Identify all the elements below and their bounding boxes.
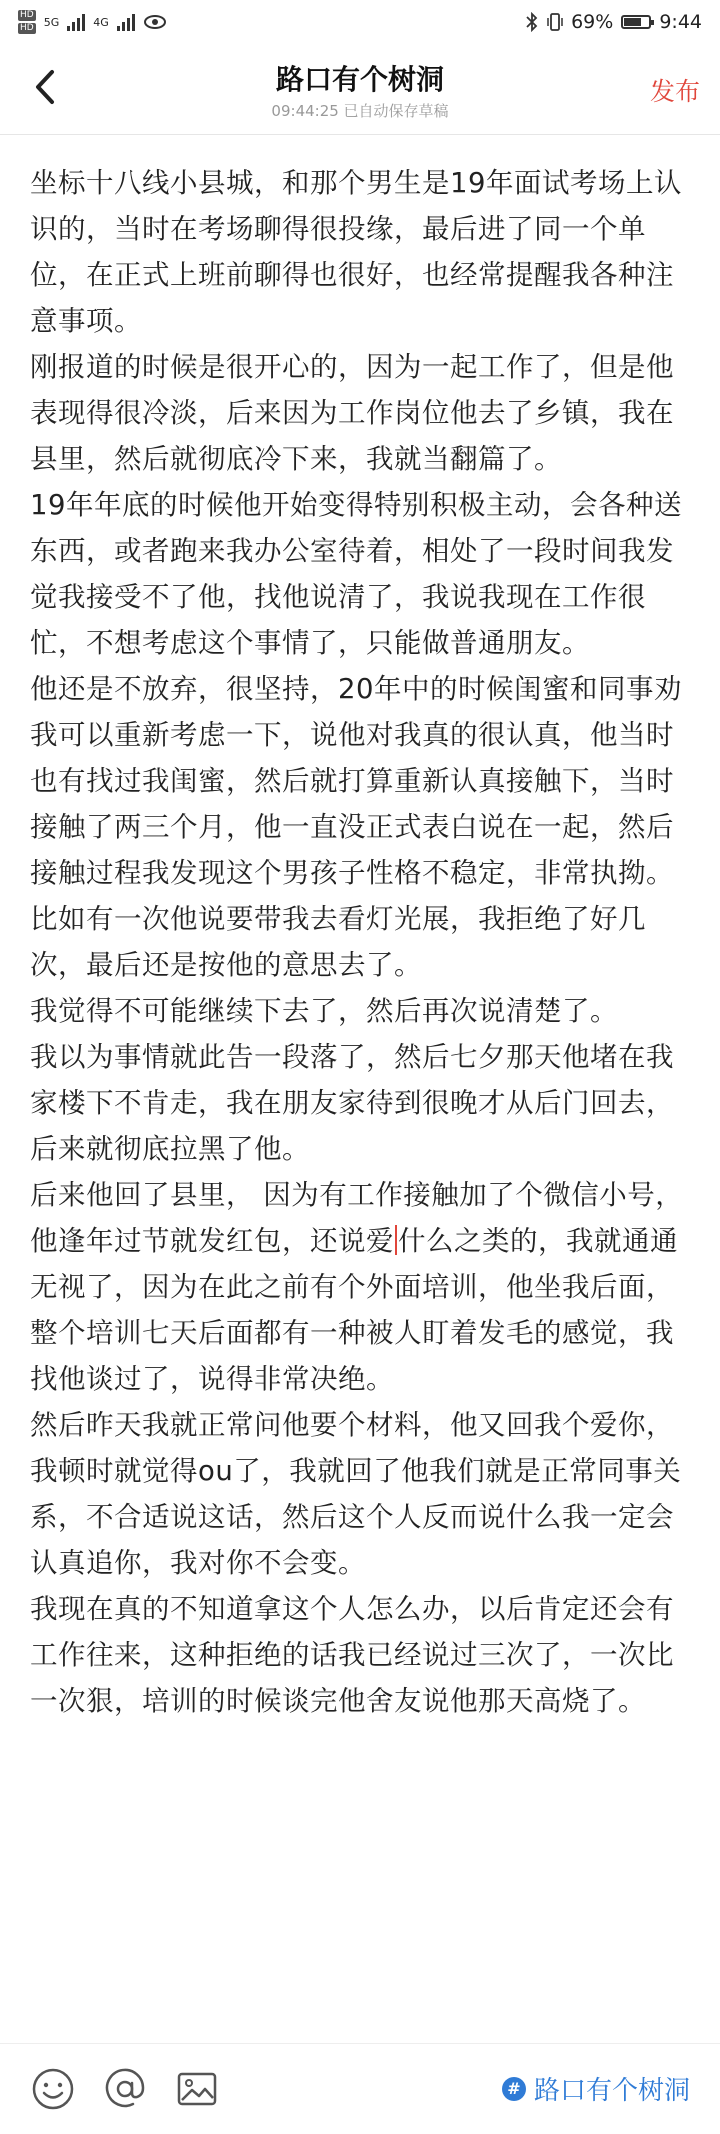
battery-percent: 69% (571, 11, 614, 33)
status-bar (0, 0, 720, 44)
topic-button[interactable] (502, 2070, 690, 2107)
paragraph-7-part-2: 什么之类的，我就通通无视了，因为在此之前有个外面培训，他坐我后面，整个培训七天后面都有一种被人盯着发毛的感觉，我找他谈过了，说得非常决绝。 (30, 1225, 678, 1395)
bluetooth-icon (525, 12, 539, 32)
header-divider (0, 134, 720, 135)
paragraph-9: 我现在真的不知道拿这个人怎么办，以后肯定还会有工作往来，这种拒绝的话我已经说过三次了，一次比一次狠，培训的时候谈完他舍友说他那天高烧了。 (30, 1593, 674, 1717)
signal-icon (67, 13, 85, 31)
paragraph-7-part-1: 后来他回了县里， 因为有工作接触加了个微信小号，他逢年过节就发红包，还说爱 (30, 1179, 684, 1257)
topic-label: 路口有个树洞 (533, 2076, 690, 2106)
image-icon[interactable] (174, 2066, 220, 2112)
sim1-label: HD (20, 10, 34, 20)
paragraph-6: 我以为事情就此告一段落了，然后七夕那天他堵在我家楼下不肯走，我在朋友家待到很晚才从后门回去，后来就彻底拉黑了他。 (30, 1041, 674, 1165)
hashtag-icon: # (502, 2077, 526, 2101)
paragraph-1: 坐标十八线小县城，和那个男生是19年面试考场上认识的，当时在考场聊得很投缘，最后进了同一个单位，在正式上班前聊得也很好，也经常提醒我各种注意事项。 (30, 167, 682, 337)
paragraph-4: 他还是不放弃，很坚持，20年中的时候闺蜜和同事劝我可以重新考虑一下，说他对我真的很认真，他当时也有找过我闺蜜，然后就打算重新认真接触下，当时接触了两三个月，他一直没正式表白说在一起，然后接触过程我发现这个男孩子性格不稳定，非常执拗。比如有一次他说要带我去看灯光展，我拒绝了好几次，最后还是按他的意思去了。 (30, 673, 682, 981)
status-left (18, 10, 167, 34)
text-cursor (395, 1225, 397, 1255)
bottom-toolbar (0, 2043, 720, 2134)
paragraph-5: 我觉得不可能继续下去了，然后再次说清楚了。 (30, 995, 618, 1027)
post-editor[interactable] (30, 160, 690, 1724)
paragraph-2: 刚报道的时候是很开心的，因为一起工作了，但是他表现得很冷淡，后来因为工作岗位他去了乡镇，我在县里，然后就彻底冷下来，我就当翻篇了。 (30, 351, 674, 475)
battery-icon (621, 15, 651, 29)
network-label: 5G (43, 15, 60, 29)
network2-label: 4G (93, 15, 109, 29)
emoji-icon[interactable] (30, 2066, 76, 2112)
clock: 9:44 (659, 11, 702, 33)
at-icon[interactable] (102, 2066, 148, 2112)
vibrate-icon (547, 12, 563, 32)
paragraph-3: 19年年底的时候他开始变得特别积极主动，会各种送东西，或者跑来我办公室待着，相处了一段时间我发觉我接受不了他，找他说清了，我说我现在工作很忙，不想考虑这个事情了，只能做普通朋友。 (30, 489, 682, 659)
paragraph-8: 然后昨天我就正常问他要个材料，他又回我个爱你，我顿时就觉得ou了，我就回了他我们就是正常同事关系，不合适说这话，然后这个人反而说什么我一定会认真追你，我对你不会变。 (30, 1409, 682, 1579)
status-right (525, 11, 702, 33)
page-title: 路口有个树洞 (275, 63, 444, 96)
signal2-icon (117, 13, 135, 31)
eye-icon (143, 13, 167, 31)
paragraph-7 (30, 1172, 690, 1402)
sim-indicators (18, 10, 36, 34)
autosave-status: 09:44:25 已自动保存草稿 (271, 102, 449, 120)
publish-button[interactable]: 发布 (649, 77, 700, 106)
sim2-label: HD (20, 23, 34, 33)
header (0, 44, 720, 134)
